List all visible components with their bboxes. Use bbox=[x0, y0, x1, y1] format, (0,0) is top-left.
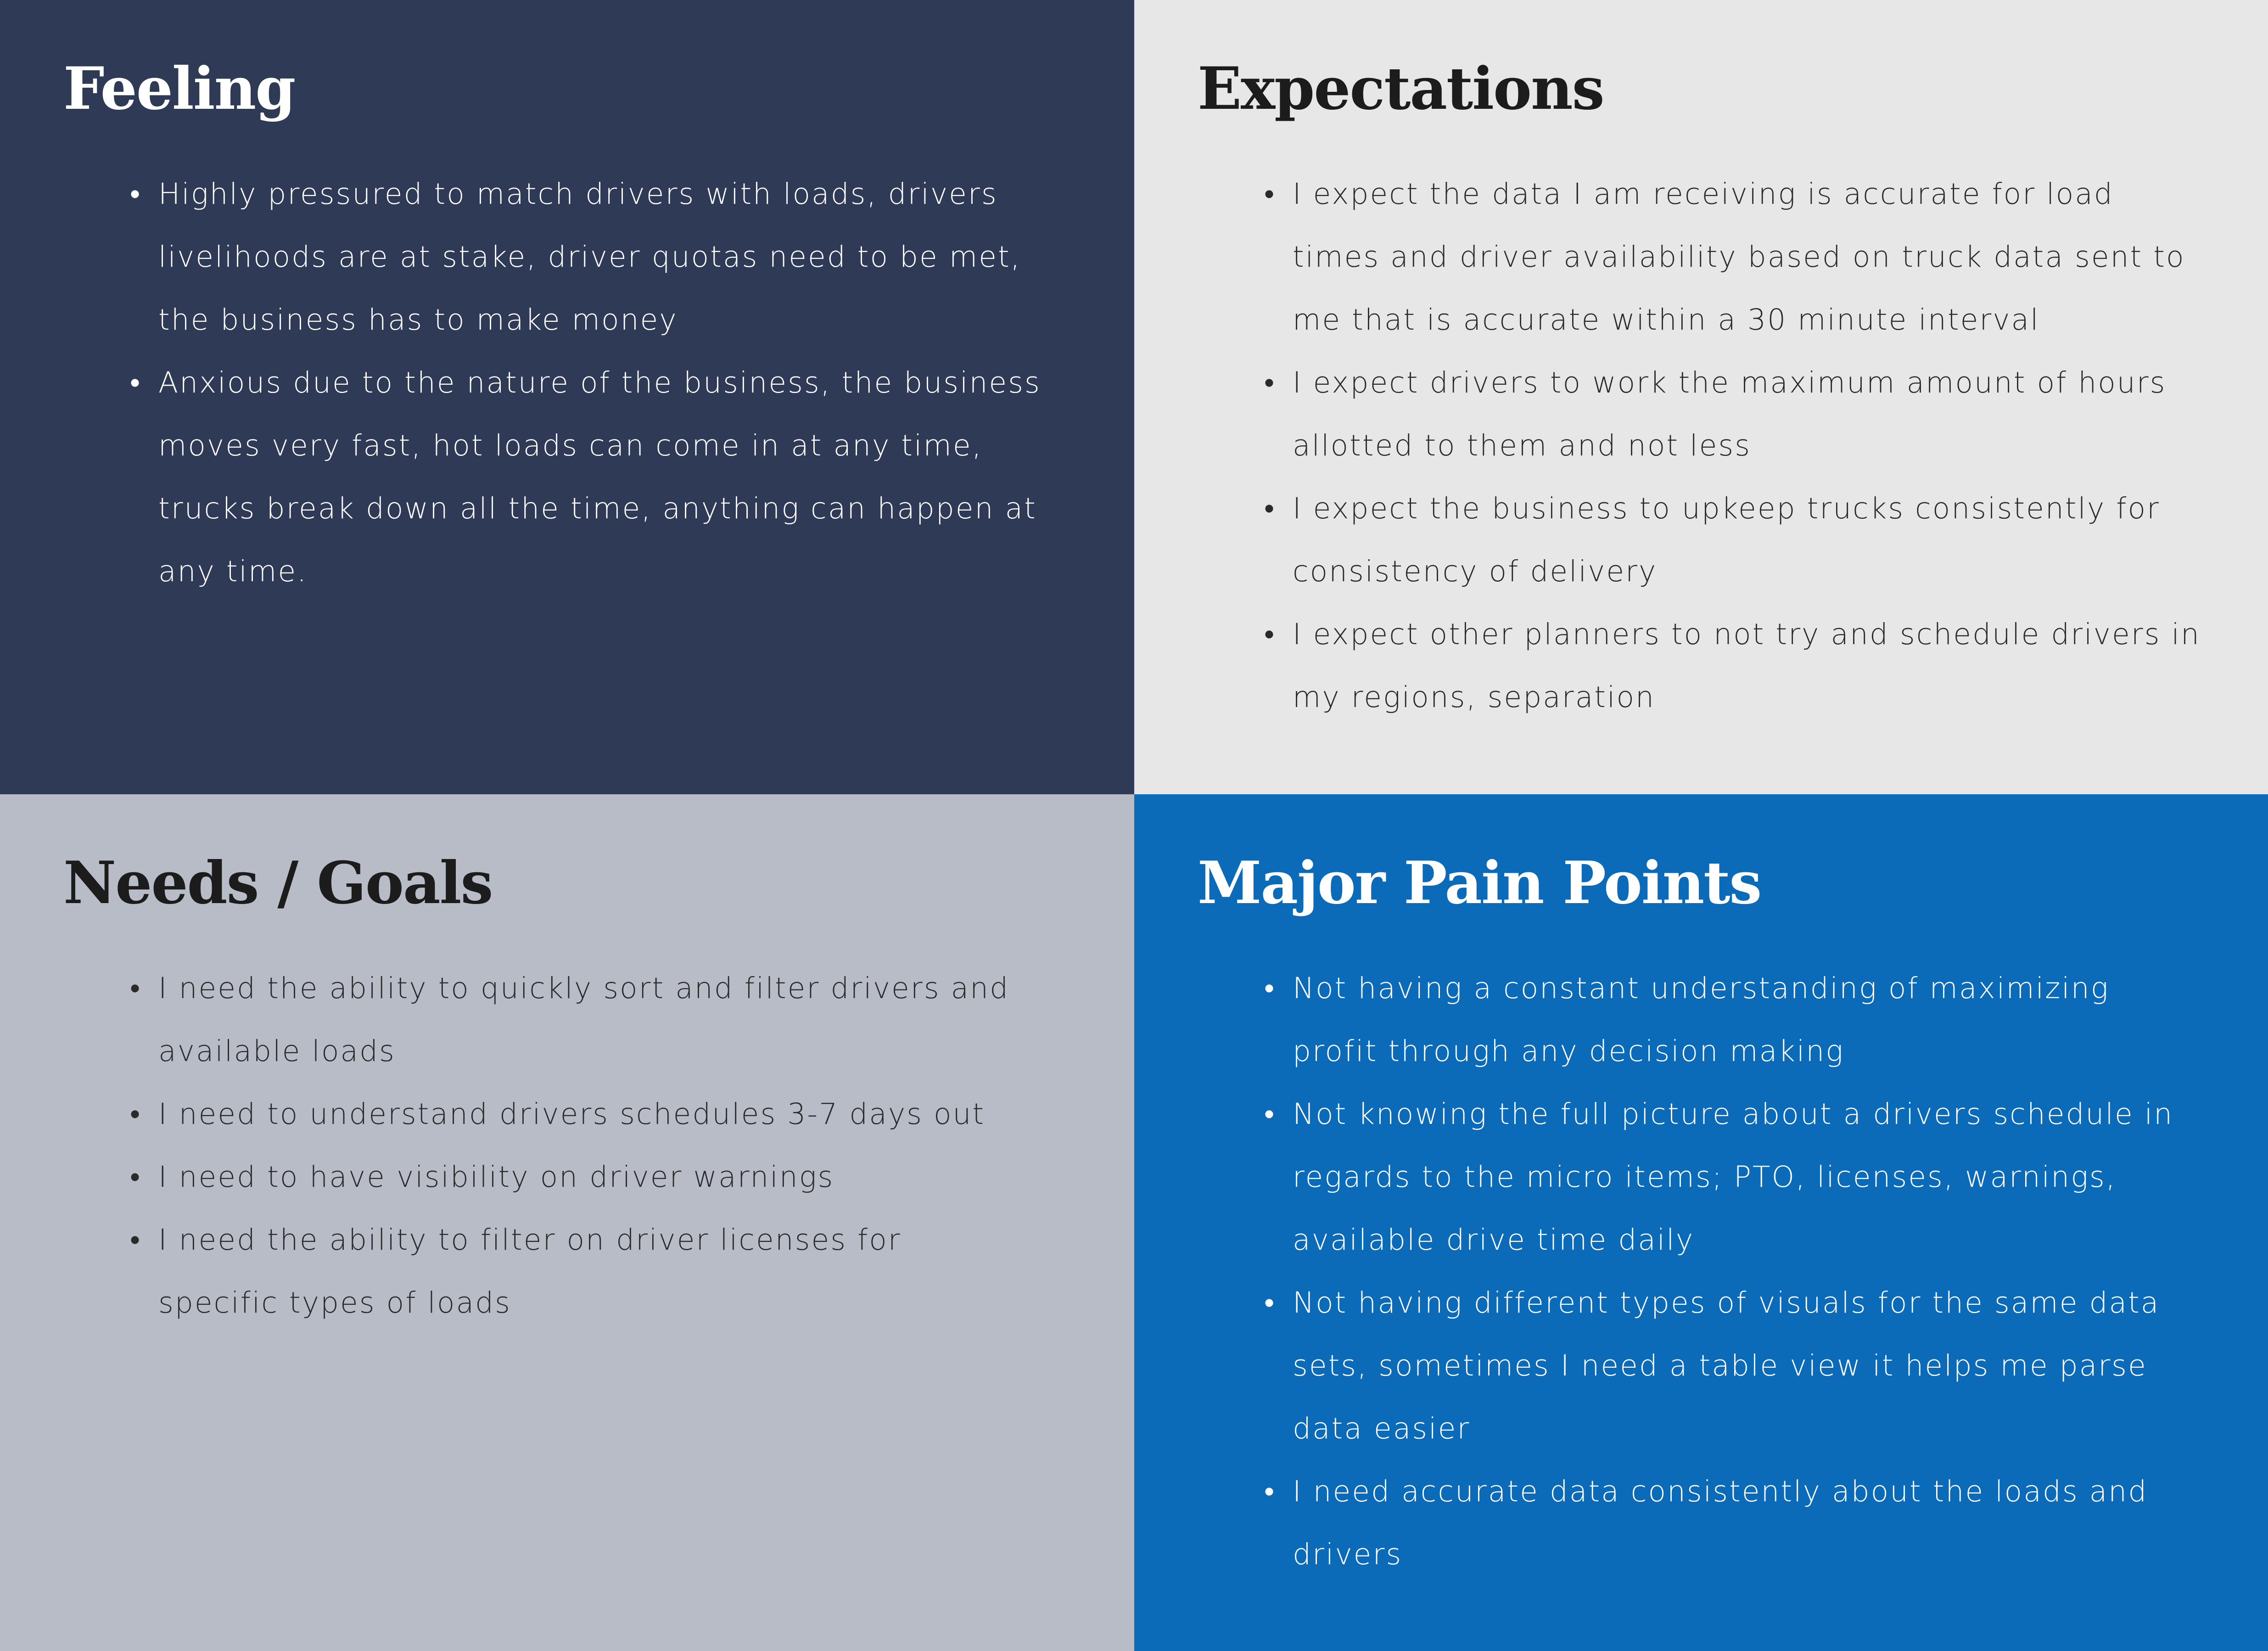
list-item bbox=[130, 1083, 1030, 1146]
needs-goals-title: Needs / Goals bbox=[63, 849, 493, 917]
feeling-panel bbox=[0, 0, 1134, 794]
list-item bbox=[1264, 1271, 2205, 1460]
list-item bbox=[130, 163, 1071, 351]
list-item-text: I expect other planners to not try and schedule drivers in my regions, separation bbox=[1293, 618, 2201, 714]
list-item-text: Not knowing the full picture about a drivers schedule in regards to the micro items; PTO, licenses, warnings, available drive time daily bbox=[1293, 1097, 2174, 1257]
list-item-text: Not having different types of visuals for the same data sets, sometimes I need a table view it helps me parse data easier bbox=[1293, 1286, 2160, 1445]
pain-points-title: Major Pain Points bbox=[1198, 849, 1761, 917]
bullet-icon: • bbox=[130, 177, 142, 211]
list-item-text: I expect the data I am receiving is accurate for load times and driver availability based on truck data sent to me that is accurate within a 30 minute interval bbox=[1293, 177, 2185, 337]
list-item bbox=[1264, 603, 2205, 729]
bullet-icon: • bbox=[130, 1160, 142, 1194]
list-item-text: I need to have visibility on driver warnings bbox=[158, 1160, 834, 1194]
list-item-text: I need to understand drivers schedules 3-7 days out bbox=[158, 1097, 986, 1131]
bullet-icon: • bbox=[1264, 366, 1276, 399]
list-item bbox=[1264, 351, 2205, 477]
bullet-icon: • bbox=[1264, 1475, 1276, 1508]
pain-points-panel bbox=[1134, 794, 2268, 1651]
list-item-text: I need the ability to filter on driver licenses for specific types of loads bbox=[158, 1223, 902, 1320]
bullet-icon: • bbox=[1264, 177, 1276, 211]
list-item-text: Anxious due to the nature of the business, the business moves very fast, hot loads can come in at any time, trucks break down all the time, anything can happen at any time. bbox=[158, 366, 1041, 588]
bullet-icon: • bbox=[130, 1223, 142, 1257]
list-item bbox=[130, 957, 1030, 1083]
needs-goals-list bbox=[63, 957, 1071, 1334]
needs-goals-panel bbox=[0, 794, 1134, 1651]
bullet-icon: • bbox=[130, 972, 142, 1005]
list-item bbox=[1264, 1460, 2205, 1586]
list-item bbox=[1264, 477, 2205, 603]
list-item-text: I expect the business to upkeep trucks consistently for consistency of delivery bbox=[1293, 492, 2160, 588]
list-item bbox=[1264, 1083, 2205, 1271]
bullet-icon: • bbox=[130, 1097, 142, 1131]
expectations-panel bbox=[1134, 0, 2268, 794]
expectations-title: Expectations bbox=[1198, 55, 1604, 123]
bullet-icon: • bbox=[1264, 618, 1276, 651]
list-item-text: Highly pressured to match drivers with loads, drivers livelihoods are at stake, driver quotas need to be met, the business has to make money bbox=[158, 177, 1021, 337]
bullet-icon: • bbox=[1264, 1097, 1276, 1131]
list-item-text: Not having a constant understanding of maximizing profit through any decision making bbox=[1293, 972, 2110, 1068]
list-item-text: I need accurate data consistently about the loads and drivers bbox=[1293, 1475, 2148, 1571]
bullet-icon: • bbox=[1264, 972, 1276, 1005]
list-item bbox=[130, 1146, 1030, 1208]
bullet-icon: • bbox=[1264, 1286, 1276, 1320]
bullet-icon: • bbox=[1264, 492, 1276, 525]
list-item bbox=[130, 351, 1071, 603]
pain-points-list bbox=[1198, 957, 2205, 1586]
list-item-text: I need the ability to quickly sort and filter drivers and available loads bbox=[158, 972, 1010, 1068]
expectations-list bbox=[1198, 163, 2205, 729]
list-item bbox=[1264, 163, 2205, 351]
feeling-title: Feeling bbox=[63, 55, 295, 123]
feeling-list bbox=[63, 163, 1071, 603]
bullet-icon: • bbox=[130, 366, 142, 399]
list-item bbox=[1264, 957, 2205, 1083]
list-item bbox=[130, 1208, 1030, 1334]
list-item-text: I expect drivers to work the maximum amount of hours allotted to them and not less bbox=[1293, 366, 2167, 462]
